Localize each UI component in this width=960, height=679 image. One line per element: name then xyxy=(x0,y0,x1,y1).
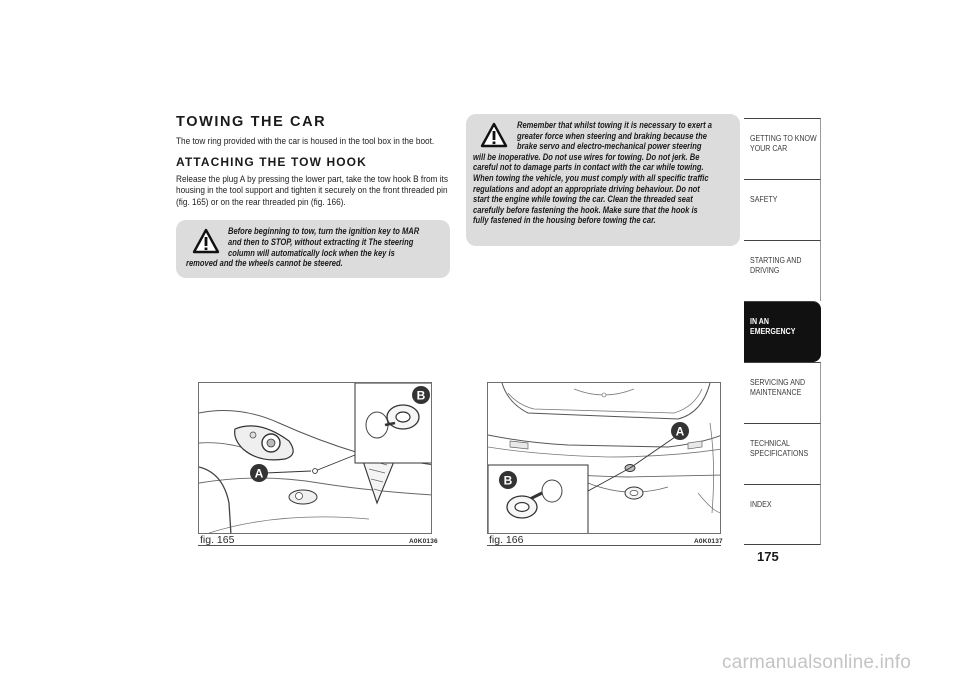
figure-code: A0K0136 xyxy=(409,538,438,545)
callout-b xyxy=(412,386,430,404)
section-title: TOWING THE CAR xyxy=(176,114,327,130)
tab-index[interactable] xyxy=(744,484,821,545)
callout-b-label: B xyxy=(416,388,426,403)
callout-a-label: A xyxy=(254,466,264,481)
tab-technical-specifications[interactable] xyxy=(744,423,821,484)
warning-triangle-icon xyxy=(480,122,508,148)
figure-code: A0K0137 xyxy=(694,538,723,545)
warning-line: will be inoperative. Do not use wires for towing. Do not jerk. Be xyxy=(473,151,700,162)
figure-label: fig. 166 xyxy=(489,534,524,546)
callout-b-label: B xyxy=(503,473,513,488)
tab-label: TECHNICAL SPECIFICATIONS xyxy=(750,438,809,458)
warning-line: and then to STOP, without extracting it The steering xyxy=(228,236,414,247)
warning-line: Before beginning to tow, turn the ignition key to MAR xyxy=(228,226,420,237)
figure-166-rear-tow-hook xyxy=(487,382,721,534)
figure-label: fig. 165 xyxy=(200,534,235,546)
warning-triangle-icon xyxy=(192,228,220,254)
warning-line: careful not to damage parts in contact with the car while towing. xyxy=(473,162,704,173)
tab-in-an-emergency[interactable] xyxy=(744,301,821,362)
tab-label: SAFETY xyxy=(750,194,778,204)
callout-a-label: A xyxy=(675,424,685,439)
tab-starting-and-driving[interactable] xyxy=(744,240,821,301)
warning-line: column will automatically lock when the key is xyxy=(228,247,395,258)
section-subtitle: ATTACHING THE TOW HOOK xyxy=(176,154,367,169)
warning-line: greater force when steering and braking because the xyxy=(517,130,707,141)
chapter-tabs xyxy=(744,118,821,545)
right-column xyxy=(466,114,740,246)
tab-label: IN AN EMERGENCY xyxy=(750,316,796,336)
warning-box-towing xyxy=(466,114,740,246)
tab-label: SERVICING AND MAINTENANCE xyxy=(750,377,806,397)
warning-line: carefully before fastening the hook. Make sure that the hook is xyxy=(473,204,698,215)
warning-line: When towing the vehicle, you must comply with all specific traffic xyxy=(473,173,709,183)
warning-line: removed and the wheels cannot be steered. xyxy=(186,258,343,269)
warning-line: brake servo and electro-mechanical power steering xyxy=(517,141,702,152)
intro-paragraph: The tow ring provided with the car is housed in the tool box in the boot. xyxy=(176,136,435,147)
rear-car-illustration xyxy=(488,383,721,534)
warning-line: regulations and adopt an appropriate driving behaviour. Do not xyxy=(473,183,700,194)
left-column xyxy=(176,114,458,278)
warning-line: start the engine while towing the car. Clean the threaded seat xyxy=(473,194,693,205)
tab-label: STARTING AND DRIVING xyxy=(750,255,802,275)
callout-b xyxy=(499,471,517,489)
watermark: carmanualsonline.info xyxy=(722,652,912,673)
page-number: 175 xyxy=(757,549,779,564)
tab-safety[interactable] xyxy=(744,179,821,240)
callout-a xyxy=(250,464,268,482)
figure-165-front-tow-hook xyxy=(198,382,432,534)
tab-label: INDEX xyxy=(750,499,772,509)
tab-label: GETTING TO KNOW YOUR CAR xyxy=(750,133,817,153)
tab-servicing-and-maintenance[interactable] xyxy=(744,362,821,423)
callout-a xyxy=(671,422,689,440)
warning-box-ignition xyxy=(176,220,450,278)
tab-getting-to-know-your-car[interactable] xyxy=(744,118,821,179)
warning-line: fully fastened in the housing before towing the car. xyxy=(473,215,656,226)
front-car-illustration xyxy=(199,383,432,534)
instructions-paragraph: Release the plug A by pressing the lower part, take the tow hook B from its housing in the tool support and tighten it securely on the front threaded pin (fig. 165) or on the rear threaded pin (fig. 166). xyxy=(176,173,448,208)
warning-line: Remember that whilst towing it is necessary to exert a xyxy=(517,120,712,130)
